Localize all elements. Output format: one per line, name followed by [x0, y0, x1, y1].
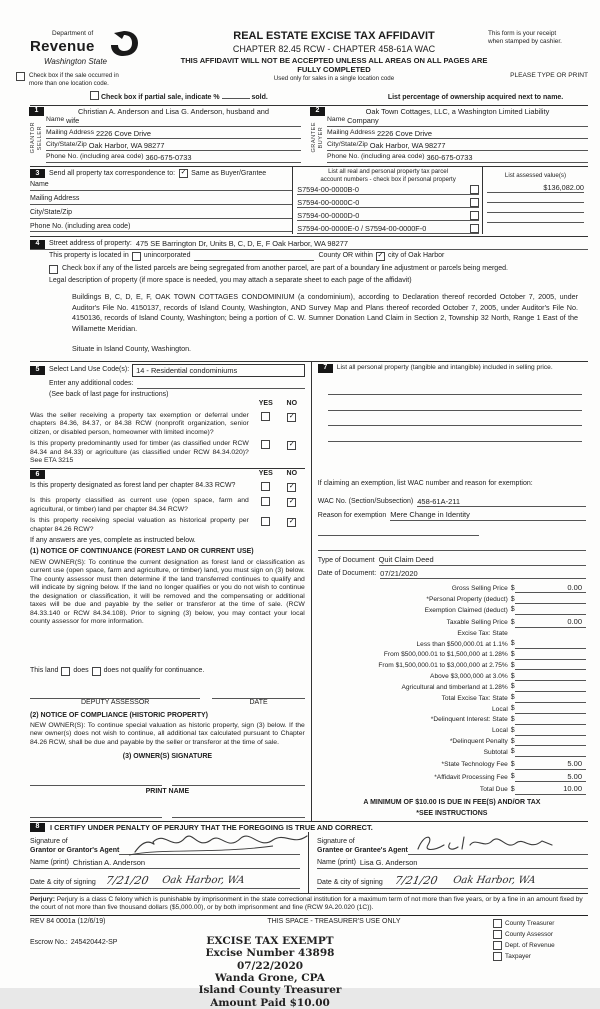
- seller-name-field[interactable]: wife: [66, 116, 80, 126]
- assessed-value[interactable]: [487, 222, 584, 223]
- yes-checkbox[interactable]: [261, 482, 270, 491]
- dollar-sign: $: [510, 773, 515, 781]
- personal-property-line[interactable]: [328, 401, 582, 411]
- same-as-buyer-label: Same as Buyer/Grantee: [191, 169, 267, 177]
- dollar-sign: $: [510, 640, 515, 648]
- s3-phone-field[interactable]: [130, 223, 292, 232]
- tax-label: Local: [492, 705, 508, 713]
- reason-extra-line[interactable]: [318, 527, 479, 537]
- form-title: REAL ESTATE EXCISE TAX AFFIDAVIT: [233, 30, 435, 42]
- personal-property-checkbox[interactable]: [470, 224, 479, 233]
- does-not-label: does not qualify for continuance.: [103, 666, 205, 674]
- personal-property-line[interactable]: [328, 432, 582, 442]
- land-pre-label: This land: [30, 666, 59, 674]
- seller-name-value: Christian A. Anderson and Lisa G. Anderson, husband and: [77, 107, 270, 117]
- receipt-note: This form is your receipt when stamped by cashier. PLEASE TYPE OR PRINT: [488, 30, 588, 79]
- section-2-badge: 2: [310, 107, 325, 116]
- please-type-note: PLEASE TYPE OR PRINT: [510, 72, 588, 79]
- distribution-label: County Assessor: [505, 930, 553, 938]
- question-row: [30, 517, 305, 534]
- tax-label: *Personal Property (deduct): [426, 596, 508, 604]
- does-not-checkbox[interactable]: [92, 667, 101, 676]
- agency-state: Washington State: [44, 56, 108, 66]
- grantee-city-handwriting[interactable]: Oak Harbor, WA: [452, 875, 537, 887]
- additional-codes-label: Enter any additional codes:: [49, 380, 134, 388]
- certify-statement: I CERTIFY UNDER PENALTY OF PERJURY THAT THE FOREGOING IS TRUE AND CORRECT.: [50, 823, 373, 833]
- tax-amount-field[interactable]: 10.00: [515, 784, 586, 794]
- s3-name-label: Name: [30, 181, 49, 189]
- grantor-signature: [123, 828, 313, 858]
- tax-label: From $500,000.01 to $1,500,000 at 1.28%: [383, 651, 508, 659]
- no-header: NO: [286, 470, 298, 478]
- owner-signature-field[interactable]: [172, 776, 305, 786]
- seller-side-label: GRANTOR: [30, 122, 37, 154]
- tax-row: [318, 705, 586, 714]
- tax-row: [318, 662, 586, 671]
- agency-name: Revenue: [30, 38, 95, 56]
- deputy-assessor-sign-field[interactable]: [30, 690, 200, 700]
- partial-sale-row: [30, 91, 588, 103]
- tax-label: Exemption Claimed (deduct): [424, 606, 508, 614]
- if-yes-note: If any answers are yes, complete as instructed below.: [30, 537, 196, 545]
- tax-label: Subtotal: [483, 748, 508, 756]
- section-7-badge: 7: [318, 364, 333, 373]
- see-back-note: (See back of last page for instructions): [49, 391, 169, 399]
- grantor-name-field[interactable]: Christian A. Anderson: [72, 858, 146, 868]
- reason-field[interactable]: Mere Change in Identity: [390, 510, 586, 520]
- parcel-number[interactable]: S7594-00-0000E-0 / S7594-00-0000F-0: [297, 224, 427, 234]
- s3-name-field[interactable]: [49, 181, 293, 190]
- notice2-text: NEW OWNER(S): To continue special valuation as historic property, sign (3) below. If the new owner(s) does not wish to continue, all additional tax calculated pursuant to Chapter 84.26 RCW, shall be due and payable by the seller or transferor at the time of sale.: [30, 721, 305, 746]
- tax-amount-field[interactable]: [515, 735, 586, 736]
- tax-label: *Affidavit Processing Fee: [434, 773, 508, 781]
- land-use-code-field[interactable]: 14 - Residential condominiums: [132, 364, 305, 377]
- question-text: Is this property designated as forest land per chapter 84.33 RCW?: [30, 482, 236, 490]
- tax-row: [318, 640, 586, 649]
- dollar-sign: $: [510, 672, 515, 680]
- wac-label: WAC No. (Section/Subsection): [317, 498, 414, 506]
- type-of-document-label: Type of Document: [317, 556, 375, 564]
- buyer-city-label: City/State/Zip: [327, 140, 368, 148]
- tax-amount-field[interactable]: 5.00: [515, 759, 586, 769]
- distribution-list: [493, 918, 588, 1009]
- tax-row: [318, 759, 586, 769]
- tax-amount-field[interactable]: [515, 724, 586, 725]
- grantee-name-label: Name (print): [317, 858, 356, 866]
- no-checkbox[interactable]: ✓: [288, 498, 295, 506]
- exemption-note: If claiming an exemption, list WAC number and reason for exemption:: [317, 480, 533, 488]
- tax-row: [318, 772, 586, 782]
- tax-amount-field[interactable]: 5.00: [515, 772, 586, 782]
- segregated-note: Check box if any of the listed parcels are being segregated from another parcel, are part of a boundary line adjustment or parcels being merged.: [62, 264, 508, 272]
- dollar-sign: $: [510, 694, 515, 702]
- agency-logo-block: [30, 30, 180, 87]
- tax-row: [318, 716, 586, 725]
- seller-city-label: City/State/Zip: [46, 140, 87, 148]
- notice1-title: (1) NOTICE OF CONTINUANCE (FOREST LAND OR CURRENT USE): [30, 547, 254, 555]
- personal-property-checkbox[interactable]: [470, 185, 479, 194]
- dollar-sign: $: [510, 737, 515, 745]
- grantee-signature-field[interactable]: [408, 834, 588, 855]
- does-checkbox[interactable]: [61, 667, 70, 676]
- tax-amount-field[interactable]: [515, 680, 586, 681]
- assessed-value[interactable]: [487, 202, 584, 203]
- seller-phone-field[interactable]: 360-675-0733: [145, 153, 192, 163]
- tax-amount-field[interactable]: [515, 669, 586, 670]
- deputy-assessor-label: DEPUTY ASSESSOR: [81, 699, 150, 707]
- yes-header: YES: [258, 470, 273, 478]
- dollar-sign: $: [510, 785, 515, 793]
- section3: [30, 167, 292, 234]
- personal-property-line[interactable]: [328, 385, 582, 395]
- personal-property-title: List all personal property (tangible and intangible) included in selling price.: [336, 364, 553, 372]
- continuance-row: [30, 667, 305, 676]
- buyer-section: 2 GRANTEE BUYER Oak Town Cottages, LLC, a Washington Limited Liability Name Company Mailing Address 2226 Cove Drive City/State/Zip Oak Harbor, WA 98277 Phone No. (including area code) 360-675-0733: [309, 107, 588, 163]
- tax-amount-field[interactable]: 0.00: [515, 617, 586, 627]
- dollar-sign: $: [510, 715, 515, 723]
- tax-row: [318, 673, 586, 682]
- grantor-signature-field[interactable]: [119, 834, 300, 855]
- tax-row: [318, 738, 586, 747]
- tax-label: *Delinquent Interest: State: [430, 716, 508, 724]
- question-text: Is this property predominantly used for timber (as classified under RCW 84.34 and 84.33) or agriculture (as classified under RCW 84.34.020)? See ETA 3215: [30, 440, 249, 464]
- seller-name-label: Name: [46, 116, 65, 124]
- owner-print-name-field[interactable]: [30, 808, 162, 818]
- no-header: NO: [286, 399, 298, 407]
- deputy-assessor-block: [30, 690, 200, 709]
- situate-text: Situate in Island County, Washington.: [72, 344, 192, 354]
- street-address-field[interactable]: 475 SE Barrington Dr, Units B, C, D, E, F Oak Harbor, WA 98277: [135, 239, 348, 249]
- question-row: [30, 482, 305, 494]
- tax-amount-field[interactable]: [515, 756, 586, 757]
- partial-sale-suffix: sold.: [251, 94, 268, 102]
- located-in-label: This property is located in: [49, 251, 129, 259]
- form-warning: THIS AFFIDAVIT WILL NOT BE ACCEPTED UNLESS ALL AREAS ON ALL PAGES ARE FULLY COMPLETED: [180, 56, 488, 75]
- title-block: [180, 30, 488, 87]
- distribution-label: County Treasurer: [505, 919, 555, 927]
- minimum-note: A MINIMUM OF $10.00 IS DUE IN FEE(S) AND/OR TAX: [363, 798, 541, 806]
- grantor-name-label: Name (print): [30, 858, 69, 866]
- buyer-name-field[interactable]: Company: [347, 116, 379, 126]
- no-checkbox[interactable]: ✓: [288, 483, 295, 491]
- parcel-numbers-column: [292, 167, 482, 234]
- grantor-city-handwriting[interactable]: Oak Harbor, WA: [161, 875, 246, 887]
- dollar-sign: $: [510, 760, 515, 768]
- tax-amount-field[interactable]: [515, 659, 586, 660]
- dollar-sign: $: [510, 595, 515, 603]
- tax-label: Excise Tax: State: [457, 629, 508, 637]
- question-row: [30, 412, 305, 437]
- s3-city-label: City/State/Zip: [30, 208, 73, 216]
- assessed-value-header: List assessed value(s): [504, 172, 567, 180]
- send-correspondence-label: Send all property tax correspondence to:: [49, 169, 176, 177]
- tax-row: [318, 683, 586, 692]
- street-address-label: Street address of property:: [49, 239, 132, 247]
- tax-amount-field[interactable]: [515, 702, 586, 703]
- tax-amount-field[interactable]: [515, 745, 586, 746]
- grantor-sig-label: Signature of: [30, 837, 68, 845]
- yes-checkbox[interactable]: [261, 517, 270, 526]
- no-checkbox[interactable]: ✓: [288, 412, 295, 420]
- seller-section: 1 GRANTOR SELLER Christian A. Anderson and Lisa G. Anderson, husband and Name wife Mailing Address 2226 Cove Drive City/State/Zip Oak Harbor, WA 98277 Phone No. (including area code) 360-675-0733: [30, 107, 309, 163]
- seller-city-field[interactable]: Oak Harbor, WA 98277: [88, 140, 165, 150]
- perjury-paragraph: [30, 893, 588, 912]
- tax-label: *State Technology Fee: [441, 761, 508, 769]
- date-of-document-label: Date of Document:: [317, 570, 377, 578]
- s3-mailing-field[interactable]: [79, 195, 292, 204]
- tax-amount-field[interactable]: [515, 691, 586, 692]
- personal-property-checkbox[interactable]: [470, 211, 479, 220]
- owners-signature-label: (3) OWNER(S) SIGNATURE: [122, 753, 213, 761]
- tax-label: *Delinquent Penalty: [449, 738, 508, 746]
- dollar-sign: $: [510, 748, 515, 756]
- city-checkbox[interactable]: ✓: [377, 251, 384, 259]
- agency-small-label: Department of: [52, 30, 94, 37]
- no-checkbox[interactable]: ✓: [288, 518, 295, 526]
- escrow-label: Escrow No.:: [30, 938, 68, 946]
- type-of-document-field[interactable]: Quit Claim Deed: [379, 555, 586, 565]
- tax-row: [318, 651, 586, 660]
- buyer-mailing-label: Mailing Address: [327, 128, 375, 136]
- section-5-badge: 5: [30, 366, 45, 375]
- treasurer-stamp: EXCISE TAX EXEMPT Excise Number 43898 07/22/2020 Wanda Grone, CPA Island County Treasurer Amount Paid $10.00: [198, 934, 342, 1009]
- distribution-label: Dept. of Revenue: [505, 941, 555, 949]
- question-text: Was the seller receiving a property tax exemption or deferral under chapters 84.36, 84.37, or 84.38 RCW (nonprofit organization, senior citizen, or disabled person, homeowner with limited income)?: [30, 411, 249, 436]
- section8: [30, 821, 588, 893]
- no-checkbox[interactable]: ✓: [288, 441, 295, 449]
- segregated-checkbox[interactable]: [49, 265, 58, 274]
- seller-mailing-label: Mailing Address: [46, 128, 94, 136]
- partial-sale-checkbox[interactable]: [90, 91, 99, 100]
- grantor-date-label: Date & city of signing: [30, 878, 96, 886]
- tax-row: [318, 596, 586, 605]
- see-instructions-note: *SEE INSTRUCTIONS: [416, 810, 488, 818]
- tax-label: Taxable Selling Price: [446, 619, 508, 627]
- yes-header: YES: [258, 399, 273, 407]
- buyer-name-label: Name: [327, 116, 346, 124]
- notice2-title: (2) NOTICE OF COMPLIANCE (HISTORIC PROPERTY): [30, 712, 208, 720]
- ownership-note: List percentage of ownership acquired next to name.: [387, 94, 564, 102]
- tax-row: [318, 727, 586, 736]
- footer: [30, 915, 588, 1009]
- parcel-number[interactable]: S7594-00-0000D-0: [297, 211, 360, 221]
- tax-label: Agricultural and timberland at 1.28%: [401, 683, 508, 691]
- perjury-text: Perjury is a class C felony which is punishable by imprisonment in the state correctional institution for a maximum term of not more than five years, or by a fine in an amount fixed by the court of not more than five thousand dollars ($5,000.00), or by both imprisonment and fine (RCW 9A.20.020 (1C)).: [30, 895, 583, 911]
- tax-row: [318, 748, 586, 757]
- personal-property-checkbox[interactable]: [470, 198, 479, 207]
- assessed-values-column: [482, 167, 588, 234]
- dollar-sign: $: [510, 606, 515, 614]
- tax-label: Local: [492, 727, 508, 735]
- yes-checkbox[interactable]: [261, 440, 270, 449]
- buyer-side-label: GRANTEE: [311, 122, 318, 153]
- parties-row: [30, 105, 588, 163]
- parcel-row: [297, 185, 479, 195]
- buyer-phone-field[interactable]: 360-675-0733: [426, 153, 473, 163]
- treasurer-space-label: THIS SPACE - TREASURER'S USE ONLY: [267, 918, 401, 926]
- grantee-date-label: Date & city of signing: [317, 878, 383, 886]
- tax-label: Gross Selling Price: [451, 585, 508, 593]
- grantee-signature: [410, 829, 560, 857]
- section4: [30, 236, 588, 353]
- dollar-sign: $: [510, 618, 515, 626]
- county-or-label: County OR within: [318, 251, 373, 259]
- dollar-sign: $: [510, 726, 515, 734]
- owner-print-name-field[interactable]: [172, 808, 305, 818]
- assessor-date-label: DATE: [249, 699, 268, 707]
- partial-sale-label: Check box if partial sale, indicate %: [100, 94, 220, 102]
- personal-property-line[interactable]: [328, 417, 582, 427]
- tax-label: Total Due: [479, 786, 508, 794]
- assessor-date-block: [212, 690, 304, 709]
- grantee-sig-label: Signature of: [317, 837, 355, 845]
- tax-label: Total Excise Tax: State: [441, 694, 508, 702]
- seller-mailing-field[interactable]: 2226 Cove Drive: [95, 128, 151, 138]
- unincorporated-label: unincorporated: [143, 251, 191, 259]
- s3-mailing-label: Mailing Address: [30, 195, 80, 203]
- dollar-sign: $: [510, 584, 515, 592]
- wac-field[interactable]: 458-61A-211: [417, 497, 586, 507]
- section7-column: [312, 362, 588, 821]
- parcel-row: [297, 198, 479, 208]
- assessed-value[interactable]: $136,082.00: [487, 183, 584, 193]
- escrow-value: 245420442-SP: [70, 938, 118, 946]
- county-treasurer-checkbox[interactable]: [493, 919, 502, 928]
- additional-codes-field[interactable]: [137, 388, 304, 389]
- grantor-date-handwriting[interactable]: 7/21/20: [104, 873, 150, 887]
- print-name-label: PRINT NAME: [145, 787, 190, 795]
- parcel-row: [297, 211, 479, 221]
- taxpayer-checkbox[interactable]: [493, 952, 502, 961]
- tax-row: [318, 694, 586, 703]
- tax-row: [318, 583, 586, 593]
- section-3-badge: 3: [30, 169, 45, 178]
- buyer-phone-label: Phone No. (including area code): [327, 153, 425, 161]
- section-8-badge: 8: [30, 823, 45, 832]
- form-header: [30, 30, 588, 87]
- question-row: [30, 440, 305, 465]
- tax-amount-field[interactable]: [515, 648, 586, 649]
- reason-label: Reason for exemption: [317, 511, 387, 519]
- same-as-buyer-checkbox[interactable]: ✓: [180, 169, 187, 177]
- question-text: Is this property receiving special valuation as historical property per chapter 84.26 RCW?: [30, 517, 249, 533]
- dor-logo-icon: [109, 30, 139, 58]
- perjury-label: Perjury:: [30, 895, 55, 903]
- parcel-row: [297, 224, 479, 234]
- tax-amount-field[interactable]: 0.00: [515, 583, 586, 593]
- grantee-date-handwriting[interactable]: 7/21/20: [393, 873, 439, 887]
- section3-parcels-row: [30, 166, 588, 234]
- parcel-number[interactable]: S7594-00-0000C-0: [297, 197, 360, 207]
- s3-city-field[interactable]: [72, 209, 292, 218]
- tax-amount-field[interactable]: [515, 614, 586, 615]
- section-6-badge: 6: [30, 470, 45, 479]
- legal-description-text: Buildings B, C, D, E, F, OAK TOWN COTTAGES CONDOMINIUM (a condominium), according to Declaration thereof recorded October 7, 2005, under Auditor's File No. 4150137, records of Island County, Washington, AND Survey Map and Plans thereof recorded October 7, 2005, under Auditor's File No. 4150136, records of Island County, Washington; being a portion of C. W. Sumner Donation Land Claim in Section 2, Township 32 North, Range 1 East of the Willamette Meridian.: [72, 292, 578, 333]
- dollar-sign: $: [510, 683, 515, 691]
- seller-phone-label: Phone No. (including area code): [46, 153, 144, 161]
- county-field[interactable]: [194, 260, 314, 261]
- city-of-label: city of Oak Harbor: [387, 251, 445, 259]
- county-assessor-checkbox[interactable]: [493, 930, 502, 939]
- dollar-sign: $: [510, 705, 515, 713]
- s3-phone-label: Phone No. (including area code): [30, 222, 131, 230]
- tax-table: [318, 583, 586, 795]
- parcel-header: List all real and personal property tax parcel account numbers - check box if personal property: [320, 168, 456, 184]
- form-usage-note: Used only for sales in a single location code: [273, 74, 395, 82]
- tax-amount-field[interactable]: [515, 603, 586, 604]
- legal-description-label: Legal description of property (if more space is needed, you may attach a separate sheet to each page of the affidavit): [49, 276, 412, 284]
- form-subtitle: CHAPTER 82.45 RCW - CHAPTER 458-61A WAC: [232, 43, 436, 54]
- yes-checkbox[interactable]: [261, 412, 270, 421]
- date-of-document-field[interactable]: 07/21/2020: [380, 569, 586, 579]
- tax-row: [318, 617, 586, 627]
- tax-row: [318, 784, 586, 794]
- land-use-label: Select Land Use Code(s):: [49, 366, 130, 374]
- dept-of-revenue-checkbox[interactable]: [493, 941, 502, 950]
- question-text: Is this property classified as current use (open space, farm and agricultural, or timber) land per chapter 84.34 RCW?: [30, 497, 249, 513]
- assessed-value[interactable]: [487, 212, 584, 213]
- tax-amount-field[interactable]: [515, 713, 586, 714]
- question-row: [30, 497, 305, 514]
- multi-location-note: Check box if the sale occurred in more than one location code.: [29, 71, 119, 87]
- assessor-date-field[interactable]: [212, 690, 304, 700]
- grantor-signing-block: Signature of Grantor or Grantor's Agent Name (print) Christian A. Anderson Date & city of signing 7/21/20 Oak Harbor, WA: [30, 832, 309, 892]
- section5-6-column: [30, 362, 312, 821]
- tax-row: [318, 630, 586, 638]
- tax-label: Less than $500,000.01 at 1.1%: [416, 640, 508, 648]
- multi-location-checkbox[interactable]: [16, 72, 25, 81]
- unincorporated-checkbox[interactable]: [132, 252, 141, 261]
- yes-checkbox[interactable]: [261, 497, 270, 506]
- rev-number: REV 84 0001a (12/6/19): [30, 918, 106, 926]
- grantee-signing-block: Signature of Grantee or Grantee's Agent Name (print) Lisa G. Anderson Date & city of signing 7/21/20 Oak Harbor, WA: [309, 832, 588, 892]
- distribution-label: Taxpayer: [505, 952, 531, 960]
- parcel-number[interactable]: S7594-00-0000B-0: [297, 184, 359, 194]
- tax-row: [318, 606, 586, 615]
- grantee-name-field[interactable]: Lisa G. Anderson: [359, 858, 418, 868]
- tax-label: Above $3,000,000 at 3.0%: [430, 673, 508, 681]
- buyer-city-field[interactable]: Oak Harbor, WA 98277: [369, 140, 446, 150]
- tax-label: From $1,500,000.01 to $3,000,000 at 2.75%: [378, 662, 508, 670]
- does-label: does: [73, 666, 89, 674]
- dollar-sign: $: [510, 650, 515, 658]
- section-1-badge: 1: [29, 107, 44, 116]
- owner-signature-field[interactable]: [30, 776, 162, 786]
- middle-columns: [30, 361, 588, 821]
- notice1-text: NEW OWNER(S): To continue the current designation as forest land or classification as current use (open space, farm and agriculture, or timber) land, you must sign on (3) below. The county assessor must then determine if the land transferred continues to qualify and will indicate by signing below. If the land no longer qualifies or you do not wish to continue the designation or classification, it will be removed and the compensating or additional taxes will be due and payable by the seller or transferor at the time of sale. (RCW 84.33.140 or RCW 84.34.108). Prior to signing (3) below, you may contact your local county assessor for more information.: [30, 558, 305, 626]
- section-4-badge: 4: [30, 240, 45, 249]
- buyer-mailing-field[interactable]: 2226 Cove Drive: [376, 128, 432, 138]
- partial-sale-percent-field[interactable]: [222, 98, 250, 99]
- dollar-sign: $: [510, 661, 515, 669]
- buyer-name-value: Oak Town Cottages, LLC, a Washington Limited Liability: [365, 107, 550, 117]
